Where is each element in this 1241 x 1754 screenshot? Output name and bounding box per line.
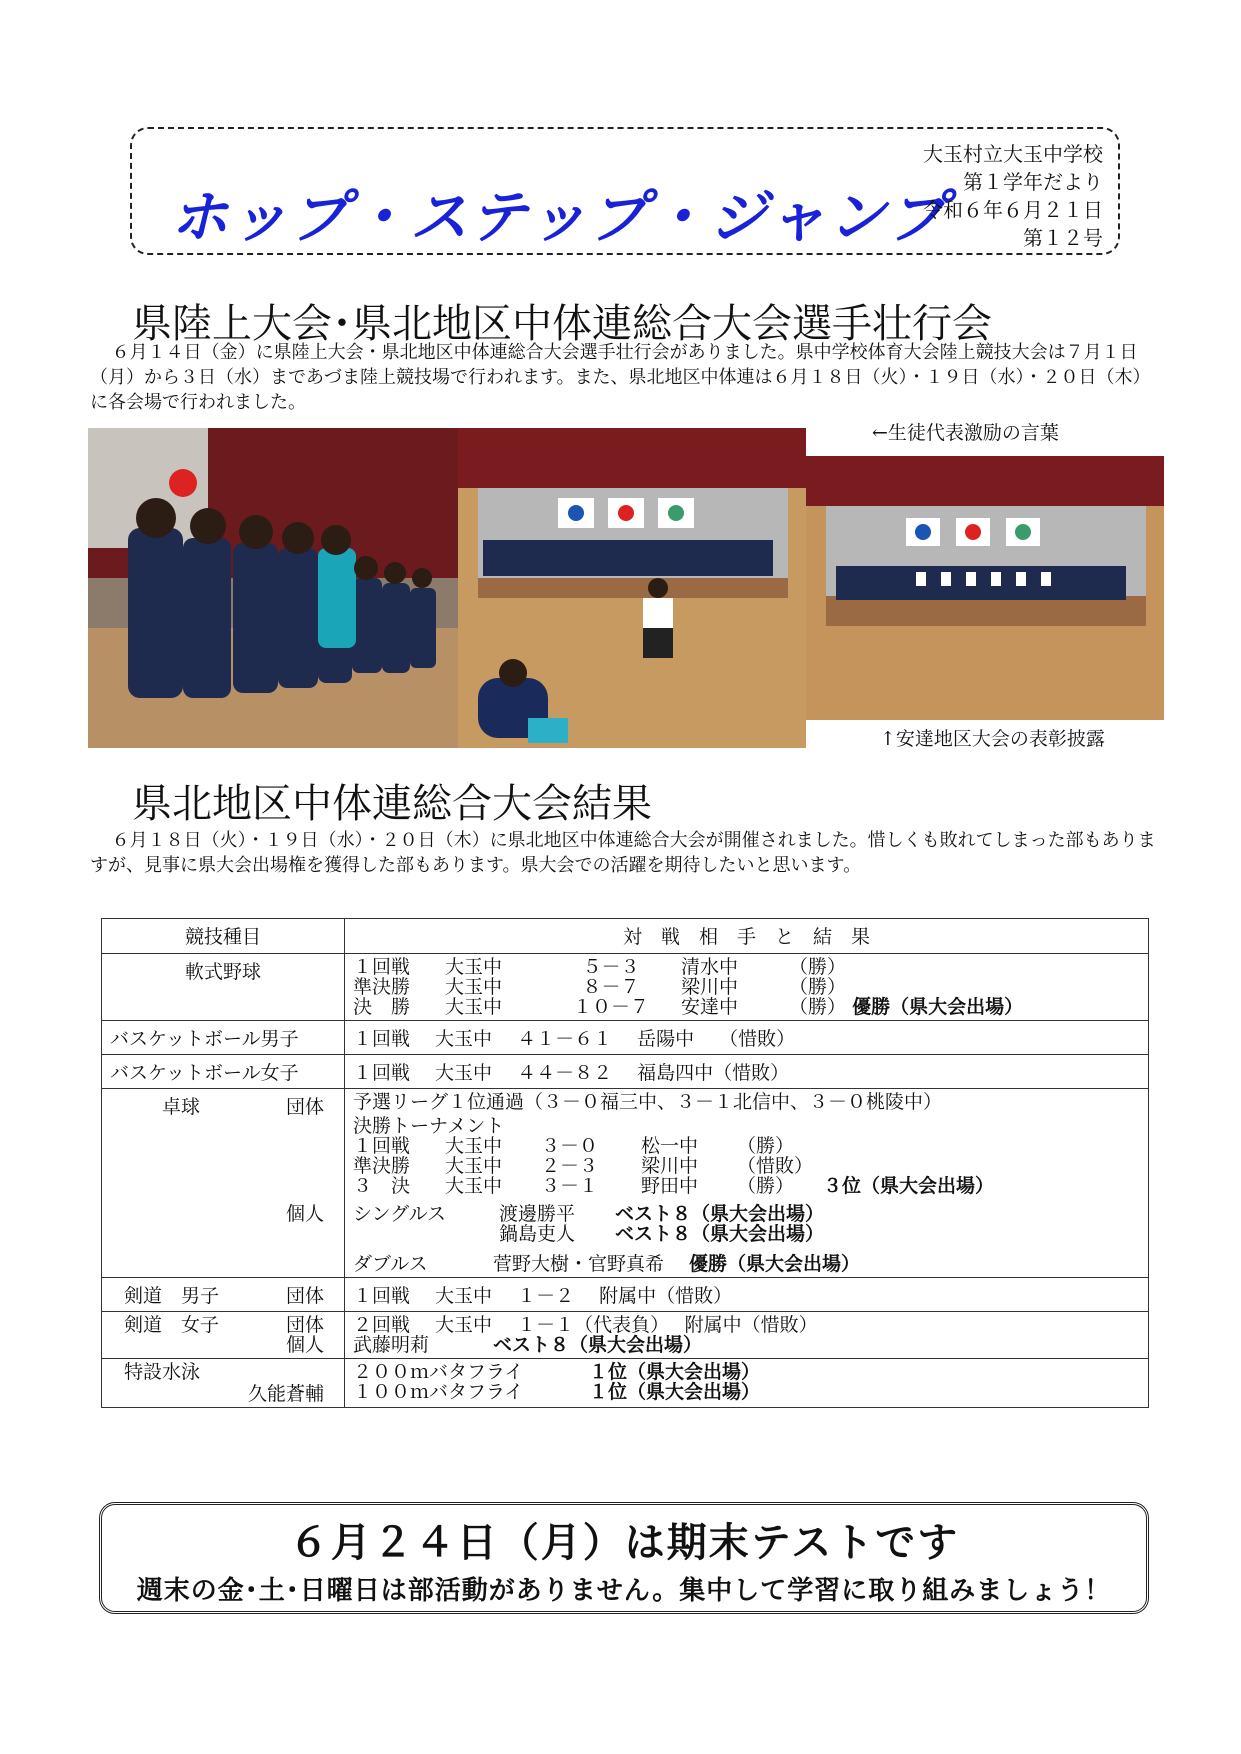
event-basket-boys: バスケットボール男子 <box>102 1021 345 1055</box>
tabletennis-indiv-label: 個人 <box>285 1203 324 1225</box>
issue-number: 第１２号 <box>1023 226 1103 250</box>
tabletennis-team-label: 団体 <box>285 1096 324 1118</box>
issue-date: 令和６年６月２１日 <box>923 198 1103 222</box>
caption-award: ↑安達地区大会の表彰披露 <box>880 728 1105 750</box>
result-basket-boys: １回戦 大玉中 ４１－６１ 岳陽中 （惜敗） <box>345 1021 1149 1055</box>
table-row-baseball <box>102 954 1149 1021</box>
match-row: 準決勝 大玉中 ８－７ 梁川中 （勝） <box>353 976 847 998</box>
tabletennis-event-name: 卓球 <box>162 1096 201 1118</box>
section2-title: 県北地区中体連総合大会結果 <box>132 781 652 827</box>
section1-body: ６月１４日（金）に県陸上大会・県北地区中体連総合大会選手壮行会がありました。県中学校体育大会陸上競技大会は７月１日（月）から３日（水）まであづま陸上競技場で行われます。また、県北地区中体連は６月１８日（火）・１９日（水）・２０日（木）に各会場で行われました。 <box>90 342 1151 413</box>
result-swimming: ２００ｍバタフライ １位（県大会出場） １００ｍバタフライ １位（県大会出場） <box>345 1359 1149 1408</box>
singles-label: シングルス <box>353 1203 447 1225</box>
table-row-tabletennis <box>102 1089 1149 1278</box>
result-basket-girls: １回戦 大玉中 ４４－８２ 福島四中（惜敗） <box>345 1055 1149 1089</box>
doubles-row <box>353 1254 1140 1274</box>
result-kendo-boys: １回戦 大玉中 １－２ 附属中（惜敗） <box>345 1278 1149 1312</box>
event-tabletennis <box>102 1089 345 1278</box>
event-kendo-girls: 剣道 女子 団体 個人 <box>102 1312 345 1359</box>
results-table <box>101 918 1149 1408</box>
photo-student-speech <box>458 428 806 748</box>
section2-body: ６月１８日（火）・１９日（水）・２０日（木）に県北地区中体連総合大会が開催されました。惜しくも敗れてしまった部もありますが、見事に県大会出場権を獲得した部もあります。県大会での活躍を期待したいと思います。 <box>90 830 1156 876</box>
newsletter-name: 第１学年だより <box>963 170 1103 194</box>
header-event: 競技種目 <box>102 919 345 954</box>
table-row-basket-girls <box>102 1055 1149 1089</box>
header-result: 対 戦 相 手 と 結 果 <box>345 919 1149 954</box>
photo-athletes-lineup <box>88 428 458 748</box>
match-row: ３ 決 大玉中 ３－１ 野田中 （勝） ３位（県大会出場） <box>353 1175 995 1197</box>
caption-speech: ←生徒代表激励の言葉 <box>872 422 1059 444</box>
tabletennis-league: 予選リーグ１位通過（３－０福三中、３－１北信中、３－０桃陵中） <box>353 1091 943 1113</box>
notice-title: ６月２４日（月）は期末テストです <box>288 1520 960 1566</box>
event-swimming: 特設水泳 久能蒼輔 <box>102 1359 345 1408</box>
notice-subtitle: 週末の金･土･日曜日は部活動がありません。集中して学習に取り組みましょう！ <box>136 1576 1112 1606</box>
doubles-label: ダブルス <box>353 1253 428 1275</box>
notice-box <box>99 1502 1149 1614</box>
table-row-kendo-girls <box>102 1312 1149 1359</box>
doubles-result: 優勝（県大会出場） <box>689 1253 861 1275</box>
baseball-result-note: 優勝（県大会出場） <box>852 996 1024 1018</box>
section1-title: 県陸上大会･県北地区中体連総合大会選手壮行会 <box>132 301 992 347</box>
match-row: １回戦 大玉中 ３－０ 松一中 （勝） <box>353 1135 795 1157</box>
school-name: 大玉村立大玉中学校 <box>923 142 1103 166</box>
table-header-row <box>102 919 1149 954</box>
result-baseball <box>345 954 1149 1021</box>
tabletennis-tournament: 決勝トーナメント <box>353 1115 505 1137</box>
doubles-names: 菅野大樹・官野真希 <box>493 1253 665 1275</box>
match-row: １回戦 大玉中 ５－３ 清水中 （勝） <box>353 956 847 978</box>
school-info <box>923 140 1103 252</box>
result-tabletennis <box>345 1089 1149 1278</box>
table-row-basket-boys <box>102 1021 1149 1055</box>
table-row-kendo-boys <box>102 1278 1149 1312</box>
event-basket-girls: バスケットボール女子 <box>102 1055 345 1089</box>
match-row: 準決勝 大玉中 ２－３ 梁川中 （惜敗） <box>353 1155 814 1177</box>
table-row-swimming <box>102 1359 1149 1408</box>
event-kendo-boys: 剣道 男子 団体 <box>102 1278 345 1312</box>
match-row: 決 勝 大玉中 １０－７ 安達中 （勝） 優勝（県大会出場） <box>353 996 1024 1018</box>
result-kendo-girls: ２回戦 大玉中 １－１（代表負） 附属中（惜敗） 武藤明莉 ベスト８（県大会出場） <box>345 1312 1149 1359</box>
singles-row: シングルス 渡邊勝平 ベスト８（県大会出場） 鍋島吏人 ベスト８（県大会出場） <box>353 1203 825 1245</box>
tabletennis-team-note: ３位（県大会出場） <box>823 1175 995 1197</box>
event-baseball: 軟式野球 <box>102 954 345 1021</box>
photo-award-display <box>806 456 1164 720</box>
newsletter-title: ホップ・ステップ・ジャンプ <box>170 183 948 251</box>
